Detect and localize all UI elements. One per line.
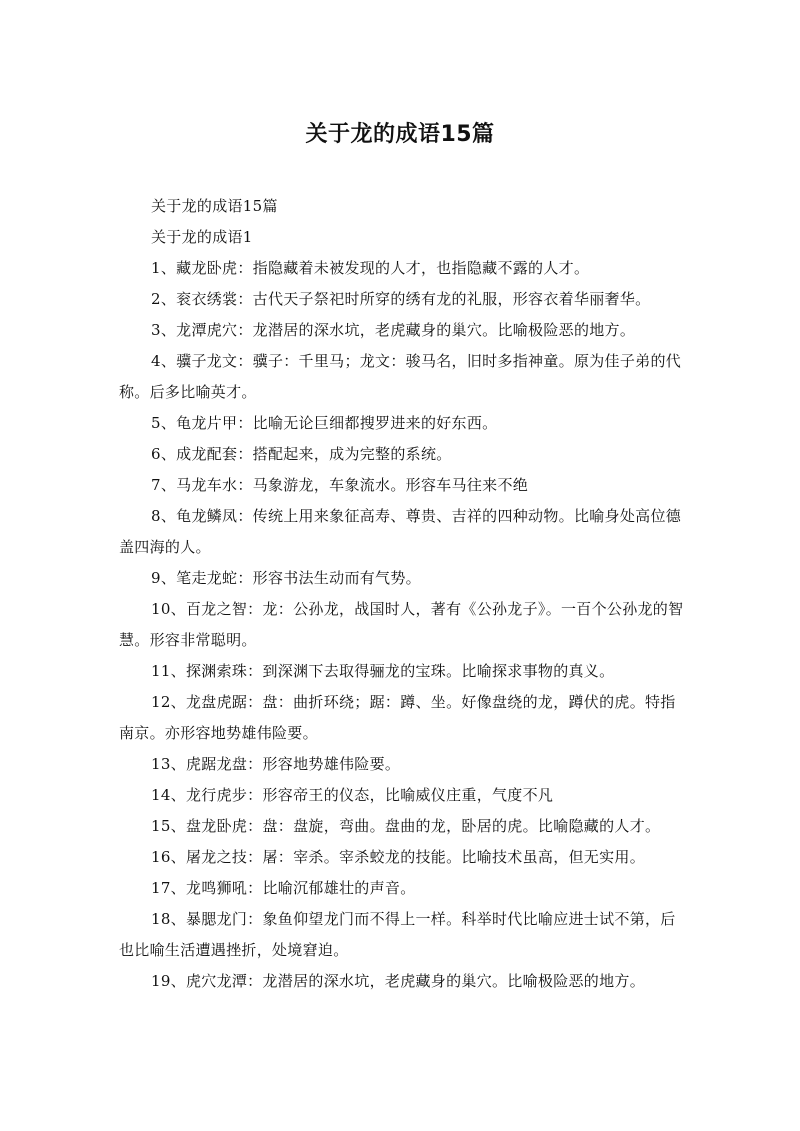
document-body	[119, 191, 684, 997]
paragraph: 13、虎踞龙盘：形容地势雄伟险要。	[151, 755, 401, 773]
paragraph: 19、虎穴龙潭：龙潜居的深水坑，老虎藏身的巢穴。比喻极险恶的地方。	[151, 972, 645, 990]
paragraph: 16、屠龙之技：屠：宰杀。宰杀蛟龙的技能。比喻技术虽高，但无实用。	[151, 848, 645, 866]
paragraph: 8、龟龙鳞凤：传统上用来象征高寿、尊贵、吉祥的四种动物。比喻身处高位德盖四海的人。	[119, 507, 682, 556]
paragraph: 17、龙鸣狮吼：比喻沉郁雄壮的声音。	[151, 879, 416, 897]
page-title: 关于龙的成语15篇	[305, 122, 495, 147]
paragraph: 6、成龙配套：搭配起来，成为完整的系统。	[151, 445, 452, 463]
paragraph: 关于龙的成语15篇	[151, 197, 278, 215]
paragraph: 2、衮衣绣裳：古代天子祭祀时所穿的绣有龙的礼服，形容衣着华丽奢华。	[151, 290, 651, 308]
paragraph: 5、龟龙片甲：比喻无论巨细都搜罗进来的好东西。	[151, 414, 498, 432]
paragraph: 关于龙的成语1	[151, 228, 253, 246]
paragraph: 9、笔走龙蛇：形容书法生动而有气势。	[151, 569, 421, 587]
paragraph: 10、百龙之智：龙：公孙龙，战国时人，著有《公孙龙子》。一百个公孙龙的智慧。形容非常聪明。	[119, 600, 684, 649]
paragraph: 3、龙潭虎穴：龙潜居的深水坑，老虎藏身的巢穴。比喻极险恶的地方。	[151, 321, 636, 339]
paragraph: 1、藏龙卧虎：指隐藏着未被发现的人才，也指隐藏不露的人才。	[151, 259, 590, 277]
paragraph: 14、龙行虎步：形容帝王的仪态，比喻威仪庄重，气度不凡	[151, 786, 554, 804]
paragraph: 11、探渊索珠：到深渊下去取得骊龙的宝珠。比喻探求事物的真义。	[151, 662, 615, 680]
paragraph: 12、龙盘虎踞：盘：曲折环绕；踞：蹲、坐。好像盘绕的龙，蹲伏的虎。特指南京。亦形容地势雄伟险要。	[119, 693, 676, 742]
paragraph: 18、暴腮龙门：象鱼仰望龙门而不得上一样。科举时代比喻应进士试不第，后也比喻生活遭遇挫折，处境窘迫。	[119, 910, 676, 959]
paragraph: 4、骥子龙文：骥子：千里马；龙文：骏马名，旧时多指神童。原为佳子弟的代称。后多比喻英才。	[119, 352, 682, 401]
paragraph: 7、马龙车水：马象游龙，车象流水。形容车马往来不绝	[151, 476, 529, 494]
paragraph: 15、盘龙卧虎：盘：盘旋，弯曲。盘曲的龙，卧居的虎。比喻隐藏的人才。	[151, 817, 661, 835]
